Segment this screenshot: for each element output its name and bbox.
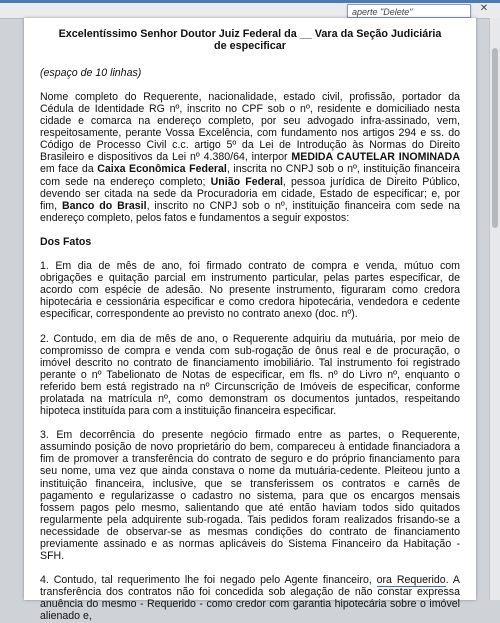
document-title-line-1: Excelentíssimo Senhor Doutor Juiz Federal da __ Vara da Seção Judiciária <box>58 28 442 40</box>
fato-4-text-b: . A transferência dos contratos não foi concedida sob alegação de não constar expressa anuência do mesmo - Requerido - como credor com garantia hipotecária sobre o imóvel alienado e, <box>40 574 460 623</box>
delete-hint-tooltip: aperte "Delete" <box>347 4 471 18</box>
spellcheck-underlined-text[interactable]: ora Requerido <box>376 574 446 587</box>
intro-text-2: em face da <box>40 163 98 176</box>
space-note: (espaço de 10 linhas) <box>40 66 142 79</box>
intro-medida: MEDIDA CAUTELAR INOMINADA <box>291 151 460 164</box>
document-page[interactable] <box>24 18 476 623</box>
fato-1: 1. Em dia de mês de ano, foi firmado contrato de compra e venda, mútuo com obrigações e quitação parcial em instrumento particular, pelas partes especificar, de acordo com espécie de adesão. No presente instrumento, figuraram como credora hipotecária e cessionária especificar e como credora hipotecária, vendedora e cedente especificar, correspondente ao previsto no contrato anexo (doc. nº). <box>40 260 460 321</box>
vertical-scrollbar[interactable] <box>489 18 500 600</box>
document-title-line-2: de especificar <box>213 40 287 53</box>
intro-caixa: Caixa Econômica Federal <box>97 163 227 176</box>
intro-banco: Banco do Brasil <box>61 199 147 212</box>
intro-paragraph <box>40 91 460 224</box>
intro-uniao: União Federal <box>210 175 283 188</box>
document-body[interactable] <box>40 28 460 623</box>
fato-3: 3. Em decorrência do presente negócio firmado entre as partes, o Requerente, assumindo posição de novo proprietário do bem, compareceu à entidade financiadora a fim de promover a transferência do contrato de seguro e do próprio financiamento para seu nome, uma vez que ainda constava o nome da mutuária-cedente. Pleiteou junto a instituição financeira, inclusive, que se transferissem os contratos e carnês de pagamento e regularizasse o cadastro no sistema, para que os encargos mensais fossem pagos pelo mesmo, salientando que até então haviam todos sido quitados regularmente pela adquirente sub-rogada. Tais pedidos foram realizados frisando-se a necessidade de observar-se as mesmas condições do contrato de financiamento previamente assinado e as normas aplicáveis do Sistema Financeiro da Habitação - SFH. <box>40 429 460 563</box>
fato-2: 2. Contudo, em dia de mês de ano, o Requerente adquiriu da mutuária, por meio de compromisso de compra e venda com sub-rogação de ônus real e de procuração, o imóvel descrito no contrato de financiamento imobiliário. Tal instrumento foi registrado perante o nº Tabelionato de Notas de especificar, em fls. nº do Livro nº, enquanto o referido bem está registrado na nº Circunscrição de Imóveis de especificar, conforme prolatada na matrícula nº, como demonstram os documentos juntados, respeitando hipoteca instituída para com a instituição financeira especificar. <box>40 332 460 418</box>
close-icon[interactable]: ✕ <box>479 3 489 14</box>
window-accent-strip <box>0 0 500 3</box>
intro-text-1: Nome completo do Requerente, nacionalidade, estado civil, profissão, portador da Cédula de Identidade RG nº, inscrito no CPF sob o nº, residente e domiciliado nesta cidade e comarca na endereço completo, por seu advogado infra-assinado, vem, respeitosamente, perante Vossa Excelência, com fundamento nos artigos 294 e ss. do Código de Processo Civil c.c. artigo 5º da Lei de Introdução às Normas do Direito Brasileiro e dispositivos da Lei nº 4.380/64, interpor <box>40 90 460 164</box>
intro-text-5: , inscrito no CNPJ sob o nº, instituição financeira com sede na endereço completo, pelos fatos e fundamentos a seguir expostos: <box>40 199 461 224</box>
fato-4 <box>40 574 460 622</box>
scrollbar-thumb[interactable] <box>492 48 498 228</box>
heading-dos-fatos: Dos Fatos <box>40 235 92 248</box>
fato-4-text-a: 4. Contudo, tal requerimento lhe foi negado pelo Agente financeiro, <box>40 574 377 587</box>
intro-text-3: , inscrita no CNPJ sob o nº, instituição financeira com sede na endereço completo; <box>40 163 461 188</box>
intro-text-4: , pessoa jurídica de Direito Público, devendo ser citada na sede da Procuradoria em cidade, Estado de especificar; e, por fim, <box>40 175 460 212</box>
